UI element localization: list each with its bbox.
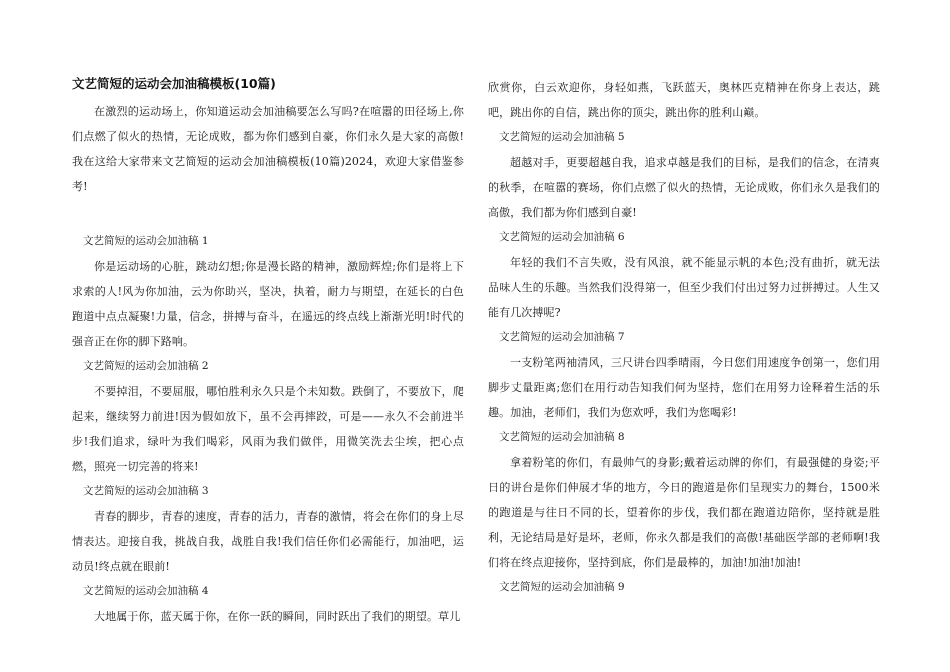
left-column bbox=[72, 75, 464, 629]
section-paragraph-6: 年轻的我们不言失败，没有风浪，就不能显示帆的本色;没有曲折，就无法品味人生的乐趣。当然我们没得第一，但至少我们付出过努力过拼搏过。人生又能有几次搏呢? bbox=[488, 256, 880, 319]
section-heading-3: 文艺简短的运动会加油稿 3 bbox=[83, 485, 209, 497]
section-heading-2: 文艺简短的运动会加油稿 2 bbox=[83, 360, 209, 372]
blank-line bbox=[72, 199, 464, 224]
document-title: 文艺简短的运动会加油稿模板(10篇) bbox=[72, 76, 276, 91]
section-paragraph-1: 你是运动场的心脏，跳动幻想;你是漫长路的精神，激励辉煌;你们是将上下求索的人!风为你加油，云为你助兴，坚决，执着，耐力与期望，在延长的白色跑道中点点凝聚!力量，信念，拼搏与奋斗，在遥远的终点线上渐渐光明!时代的强音正在你的脚下路响。 bbox=[72, 260, 464, 348]
section-paragraph-3: 青春的脚步，青春的速度，青春的活力，青春的激情，将会在你们的身上尽情表达。迎接自我，挑战自我，战胜自我!我们信任你们必需能行，加油吧，运动员!终点就在眼前! bbox=[72, 510, 464, 573]
section-heading-8: 文艺简短的运动会加油稿 8 bbox=[499, 431, 625, 443]
section-heading-6: 文艺简短的运动会加油稿 6 bbox=[499, 231, 625, 243]
right-column bbox=[488, 75, 880, 600]
section-heading-9: 文艺简短的运动会加油稿 9 bbox=[499, 581, 625, 593]
section-paragraph-5: 超越对手，更要超越自我，追求卓越是我们的目标，是我们的信念，在清爽的秋季，在喧嚣的赛场，你们点燃了似火的热情，无论成败，你们永久是我们的高傲，我们都为你们感到自豪! bbox=[488, 156, 880, 219]
section-paragraph-7: 一支粉笔两袖清风，三尺讲台四季晴雨，今日您们用速度争创第一，您们用脚步丈量距离;您们在用行动告知我们何为坚持，您们在用努力诠释着生活的乐趣。加油，老师们，我们为您欢呼，我们为您喝彩! bbox=[488, 356, 880, 419]
section-heading-5: 文艺简短的运动会加油稿 5 bbox=[499, 131, 625, 143]
section-paragraph-2: 不要掉泪，不要屈服，哪怕胜利永久只是个未知数。跌倒了，不要放下，爬起来，继续努力前进!因为假如放下，虽不会再摔跤，可是——永久不会前进半步!我们追求，绿叶为我们喝彩，风雨为我们做伴，用微笑洗去尘埃，把心点燃，照亮一切完善的将来! bbox=[72, 385, 464, 473]
section-paragraph-8: 拿着粉笔的你们，有最帅气的身影;戴着运动牌的你们，有最强健的身姿;平日的讲台是你们伸展才华的地方，今日的跑道是你们呈现实力的舞台，1500米的跑道是与往日不同的长，望着你的步伐，我们都在跑道边陪你，坚持就是胜利，无论结局是好是坏，老师，你永久都是我们的高傲!基础医学部的老师啊!我们将在终点迎接你，坚持到底，你们是最棒的，加油!加油!加油! bbox=[488, 456, 880, 569]
section-heading-1: 文艺简短的运动会加油稿 1 bbox=[83, 235, 209, 247]
section-paragraph-4: 大地属于你，蓝天属于你，在你一跃的瞬间，同时跃出了我们的期望。草儿 bbox=[94, 610, 461, 623]
intro-paragraph: 在激烈的运动场上，你知道运动会加油稿要怎么写吗?在喧嚣的田径场上,你们点燃了似火的热情，无论成败，都为你们感到自豪，你们永久是大家的高傲!我在这给大家带来文艺简短的运动会加油稿模板(10篇)2024，欢迎大家借鉴参考! bbox=[72, 105, 464, 193]
section-heading-7: 文艺简短的运动会加油稿 7 bbox=[499, 331, 625, 343]
section-paragraph-4-continued: 欣赏你，白云欢迎你，身轻如燕，飞跃蓝天，奥林匹克精神在你身上表达，跳吧，跳出你的自信，跳出你的顶尖，跳出你的胜利山巅。 bbox=[488, 81, 880, 119]
section-heading-4: 文艺简短的运动会加油稿 4 bbox=[83, 585, 209, 597]
